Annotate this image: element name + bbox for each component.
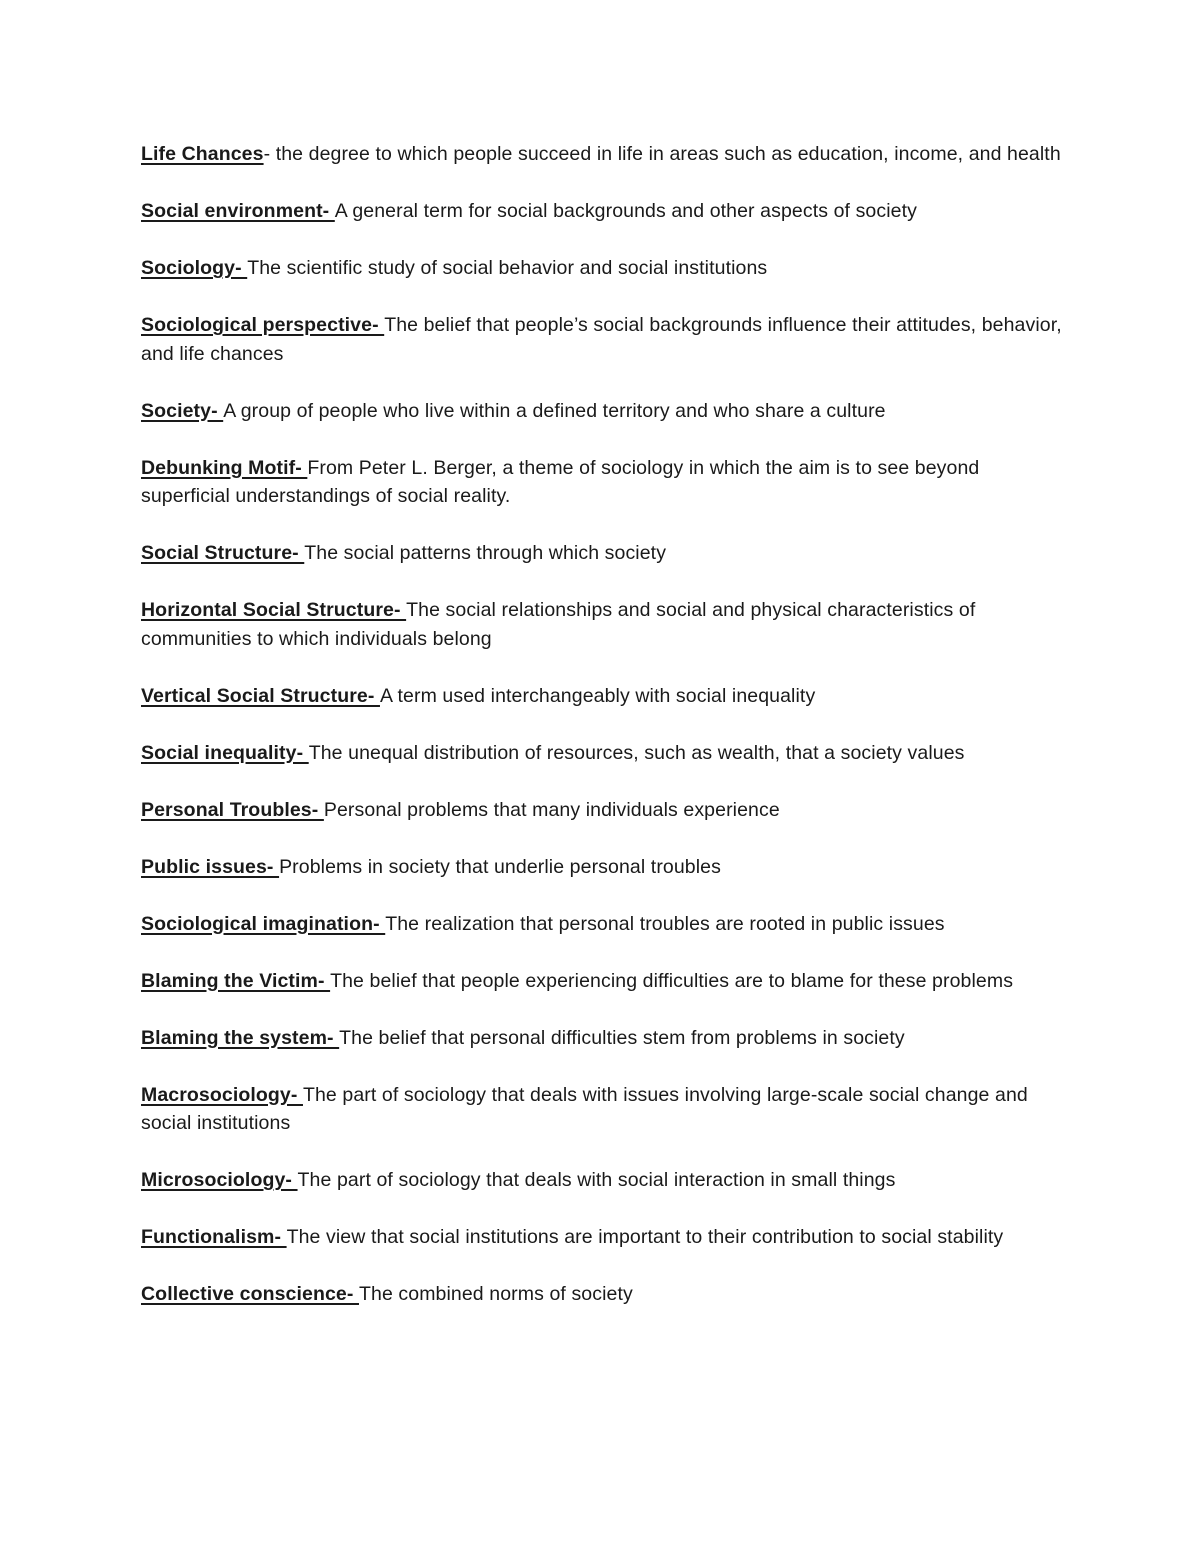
glossary-entry-social-structure	[141, 539, 1071, 568]
term: Personal Troubles-	[141, 798, 324, 821]
term: Horizontal Social Structure-	[141, 599, 407, 621]
term: Functionalism-	[141, 1226, 287, 1248]
definition: The belief that people experiencing difficulties are to blame for these problems	[330, 969, 1014, 992]
definition: From Peter L. Berger, a theme of sociology in which the aim is to see beyond superficial understandings of social reality.	[141, 456, 980, 507]
glossary-entry-blaming-the-victim	[141, 967, 1071, 996]
definition: The unequal distribution of resources, such as wealth, that a society values	[308, 741, 965, 764]
term: Social inequality-	[141, 741, 309, 764]
glossary-entry-sociological-perspective	[141, 311, 1071, 368]
glossary-entry-vertical-social-structure	[141, 682, 1071, 711]
separator: -	[263, 143, 276, 165]
glossary-entry-horizontal-social-structure	[141, 596, 1071, 653]
glossary-entry-blaming-the-system	[141, 1024, 1071, 1053]
definition: The combined norms of society	[358, 1283, 633, 1305]
glossary-entry-microsociology	[141, 1166, 1071, 1195]
term: Macrosociology-	[141, 1083, 303, 1106]
definition: A general term for social backgrounds and other aspects of society	[334, 200, 917, 222]
definition: The belief that personal difficulties stem from problems in society	[339, 1026, 905, 1049]
term: Microsociology-	[141, 1169, 298, 1191]
definition: The scientific study of social behavior and social institutions	[247, 257, 768, 279]
definition: Personal problems that many individuals experience	[323, 798, 780, 821]
term: Blaming the system-	[141, 1026, 340, 1049]
definition: The realization that personal troubles are rooted in public issues	[385, 912, 945, 935]
definition: The view that social institutions are important to their contribution to social stability	[286, 1226, 1004, 1248]
glossary-entry-social-inequality	[141, 739, 1071, 768]
term: Vertical Social Structure-	[141, 684, 380, 707]
glossary-entry-social-environment	[141, 197, 1071, 226]
definition: The part of sociology that deals with social interaction in small things	[297, 1169, 896, 1191]
glossary-entry-society	[141, 397, 1071, 426]
glossary-entry-functionalism	[141, 1223, 1071, 1252]
glossary-entry-debunking-motif	[141, 454, 1071, 511]
definition: The social relationships and social and physical characteristics of communities to which individuals belong	[141, 599, 976, 650]
term: Public issues-	[141, 855, 280, 878]
term: Blaming the Victim-	[141, 969, 331, 992]
glossary-entry-sociology	[141, 254, 1071, 283]
glossary-entry-collective-conscience	[141, 1280, 1071, 1309]
definition: A group of people who live within a defined territory and who share a culture	[223, 399, 886, 422]
term: Collective conscience-	[141, 1283, 359, 1305]
term: Social environment-	[141, 200, 335, 222]
term: Sociological perspective-	[141, 314, 385, 336]
term: Sociology-	[141, 257, 248, 279]
definition: The social patterns through which society	[304, 542, 667, 564]
term: Debunking Motif-	[141, 456, 308, 479]
term: Social Structure-	[141, 542, 305, 564]
glossary-entry-sociological-imagination	[141, 910, 1071, 939]
glossary-list	[141, 140, 1071, 1337]
definition: The belief that people’s social backgrounds influence their attitudes, behavior, and life chances	[141, 314, 1062, 365]
glossary-entry-personal-troubles	[141, 796, 1071, 825]
term: Life Chances	[141, 143, 264, 165]
definition: Problems in society that underlie personal troubles	[279, 855, 721, 878]
definition: The part of sociology that deals with issues involving large-scale social change and social institutions	[141, 1083, 1028, 1134]
definition: A term used interchangeably with social inequality	[379, 684, 816, 707]
glossary-entry-life-chances	[141, 140, 1071, 169]
glossary-entry-public-issues	[141, 853, 1071, 882]
glossary-entry-macrosociology	[141, 1081, 1071, 1138]
term: Society-	[141, 399, 224, 422]
definition: the degree to which people succeed in life in areas such as education, income, and health	[275, 143, 1061, 165]
term: Sociological imagination-	[141, 912, 386, 935]
